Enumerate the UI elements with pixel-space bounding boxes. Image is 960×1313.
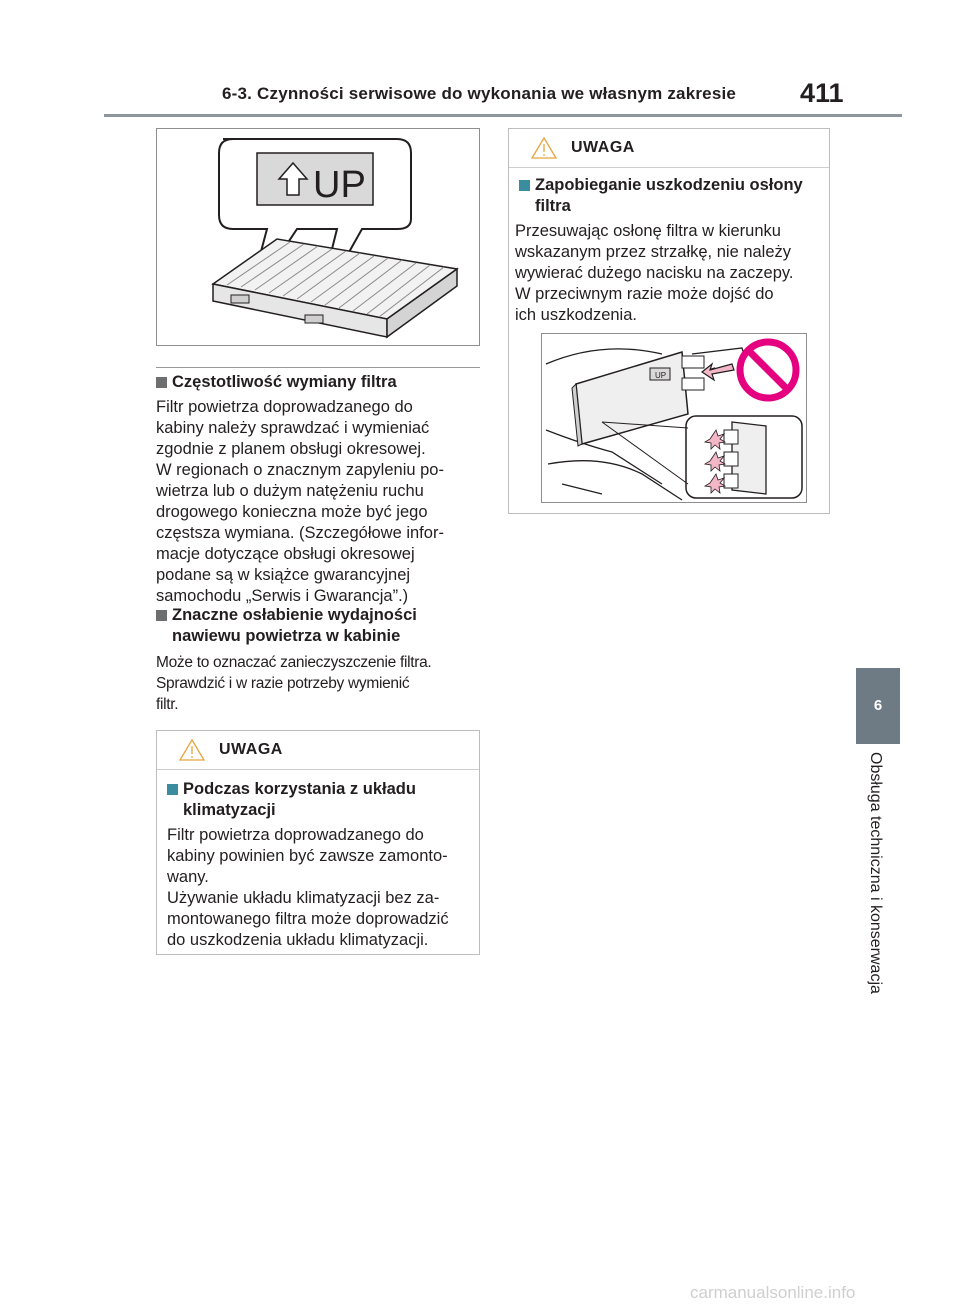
cabin-filter-illustration [156,128,480,346]
section-body-replacement-frequency: Filtr powietrza doprowadzanego do kabiny należy sprawdzać i wymieniać zgodnie z planem obsługi okresowej. W regionach o znacznym zapyleniu po- wietrza lub o dużym natężeniu ruchu drogowego konieczna może być jego częstsza wymiana. (Szczegółowe infor- macje dotyczące obsługi okresowej podane są w książce gwarancyjnej samochodu „Serwis i Gwarancja”.) [156,398,444,605]
warning-triangle-icon [531,137,557,159]
section-rule [156,367,480,368]
warning-box-climate [156,730,480,955]
bullet-square-icon [519,180,530,191]
warning-triangle-icon [179,739,205,761]
filter-tag-1 [231,295,249,303]
chapter-tab: 6 [856,668,900,744]
cover-up-text: UP [655,371,667,380]
section-heading-airflow: Znaczne osłabienie wydajności nawiewu powietrza w kabinie [156,605,486,647]
cover-prohibited-illustration [541,333,807,503]
up-label-text: UP [313,164,366,206]
filter-tag-2 [305,315,323,323]
warning-heading-climate: Podczas korzystania z układu klimatyzacji [167,779,477,821]
bullet-square-icon [156,377,167,388]
warning-header [157,731,479,770]
warning-header [509,129,829,168]
header-rule [104,114,902,117]
filter-cover [576,352,688,444]
cabin-filter-drawing [157,129,479,345]
warning-box-cover [508,128,830,514]
cover-prohibited-drawing [542,334,806,502]
section-body-airflow: Może to oznaczać zanieczyszczenie filtra. Sprawdzić i w razie potrzeby wymienić filtr. [156,654,432,713]
chapter-side-label: Obsługa techniczna i konserwacja [867,752,884,994]
warning-body-cover: Przesuwając osłonę filtra w kierunku wskazanym przez strzałkę, nie należy wywierać dużego nacisku na zaczepy. W przeciwnym razie może dojść do ich uszkodzenia. [515,222,794,324]
footer-watermark: carmanualsonline.info [690,1283,856,1302]
section-heading-replacement-frequency: Częstotliwość wymiany filtra [156,372,486,393]
bullet-square-icon [167,784,178,795]
clip-tabs [724,430,738,488]
page-number: 411 [800,78,844,108]
warning-heading-cover: Zapobieganie uszkodzeniu osłony filtra [519,175,829,217]
warning-body-climate: Filtr powietrza doprowadzanego do kabiny powinien być zawsze zamonto- wany. Używanie układu klimatyzacji bez za- montowanego filtra może doprowadzić do uszkodzenia układu klimatyzacji. [167,826,449,949]
running-header-title: 6-3. Czynności serwisowe do wykonania we własnym zakresie [222,84,737,103]
warning-label: UWAGA [219,741,283,758]
bullet-square-icon [156,610,167,621]
warning-label: UWAGA [571,139,635,156]
